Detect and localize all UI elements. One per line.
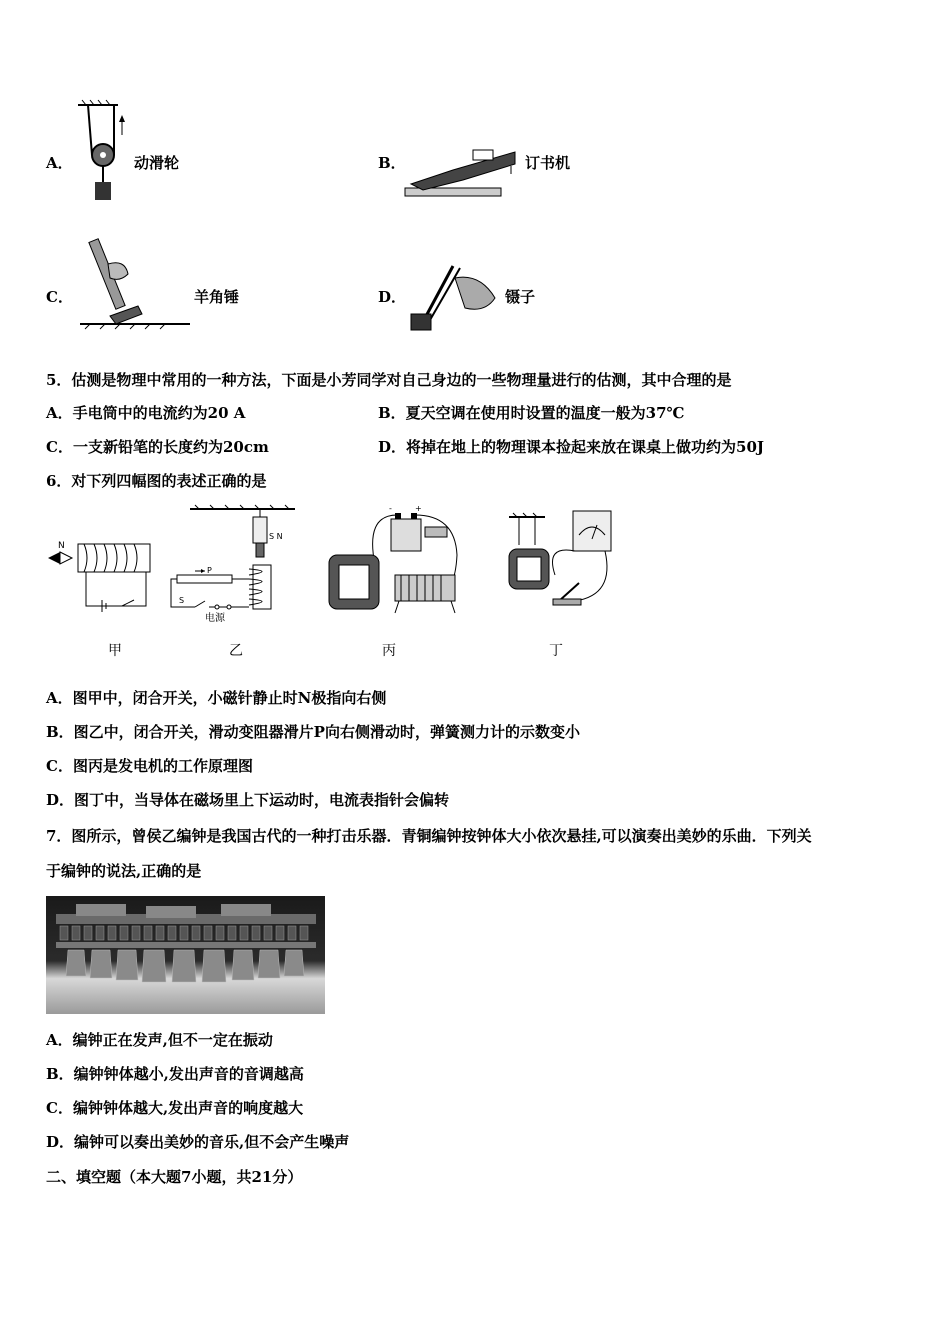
fig-label-bing: 丙 (382, 643, 396, 659)
fig-bing-minus: - (389, 504, 392, 513)
q6-option-b: B．图乙中，闭合开关，滑动变阻器滑片P向右侧滑动时，弹簧测力计的示数变小 (46, 723, 580, 741)
q6-option-d: D．图丁中，当导体在磁场里上下运动时，电流表指针会偏转 (46, 791, 450, 809)
q7-option-c: C．编钟钟体越大,发出声音的响度越大 (46, 1099, 304, 1117)
movable-pulley-icon (78, 100, 138, 205)
figure-ding-generator (505, 505, 615, 615)
q4-option-c-caption: 羊角锤 (194, 288, 240, 306)
q7-option-b: B．编钟钟体越小,发出声音的音调越高 (46, 1065, 304, 1083)
section-2-heading: 二、填空题（本大题7小题，共21分） (46, 1168, 303, 1186)
q6-stem: 6．对下列四幅图的表述正确的是 (46, 472, 267, 490)
fig-bing-plus: + (415, 504, 422, 513)
q4-option-c-letter: C． (46, 288, 73, 306)
bianzhong-chime-photo (46, 896, 325, 1014)
fig-yi-sn-label: S N (269, 532, 283, 541)
fig-jia-n-label: N (58, 541, 65, 551)
fig-yi-power-label: 电源 (205, 613, 225, 624)
fig-yi-s-label: S (179, 596, 185, 605)
stapler-icon (403, 132, 523, 202)
q6-option-c: C．图丙是发电机的工作原理图 (46, 757, 253, 775)
fig-label-ding: 丁 (549, 643, 563, 659)
q5-option-b: B．夏天空调在使用时设置的温度一般为37℃ (378, 404, 685, 422)
figure-yi-electromagnet (165, 505, 300, 625)
claw-hammer-icon (80, 234, 190, 334)
figure-jia-solenoid (46, 530, 156, 610)
q5-option-c: C．一支新铅笔的长度约为20cm (46, 438, 269, 456)
q4-option-b-letter: B． (378, 154, 406, 172)
q5-option-a: A．手电筒中的电流约为20 A (46, 404, 246, 422)
q5-option-d: D．将掉在地上的物理课本捡起来放在课桌上做功约为50J (378, 438, 764, 456)
q4-option-a-letter: A． (46, 154, 73, 172)
q4-option-d-letter: D． (378, 288, 407, 306)
fig-yi-p-label: P (207, 566, 212, 575)
q4-option-a-caption: 动滑轮 (134, 154, 180, 172)
figure-bing-motor (325, 505, 465, 615)
q7-stem-line1: 7．图所示，曾侯乙编钟是我国古代的一种打击乐器．青铜编钟按钟体大小依次悬挂,可以演奏出美妙的乐曲．下列关 (46, 827, 812, 845)
fig-label-yi: 乙 (229, 643, 243, 659)
q5-stem: 5．估测是物理中常用的一种方法，下面是小芳同学对自己身边的一些物理量进行的估测，其中合理的是 (46, 371, 732, 389)
tweezers-icon (405, 258, 505, 338)
q7-stem-line2: 于编钟的说法,正确的是 (46, 862, 202, 880)
q4-option-d-caption: 镊子 (505, 288, 536, 306)
q7-option-d: D．编钟可以奏出美妙的音乐,但不会产生噪声 (46, 1133, 350, 1151)
fig-label-jia: 甲 (108, 643, 122, 659)
q6-option-a: A．图甲中，闭合开关，小磁针静止时N极指向右侧 (46, 689, 387, 707)
q4-option-b-caption: 订书机 (525, 154, 571, 172)
q7-option-a: A．编钟正在发声,但不一定在振动 (46, 1031, 273, 1049)
